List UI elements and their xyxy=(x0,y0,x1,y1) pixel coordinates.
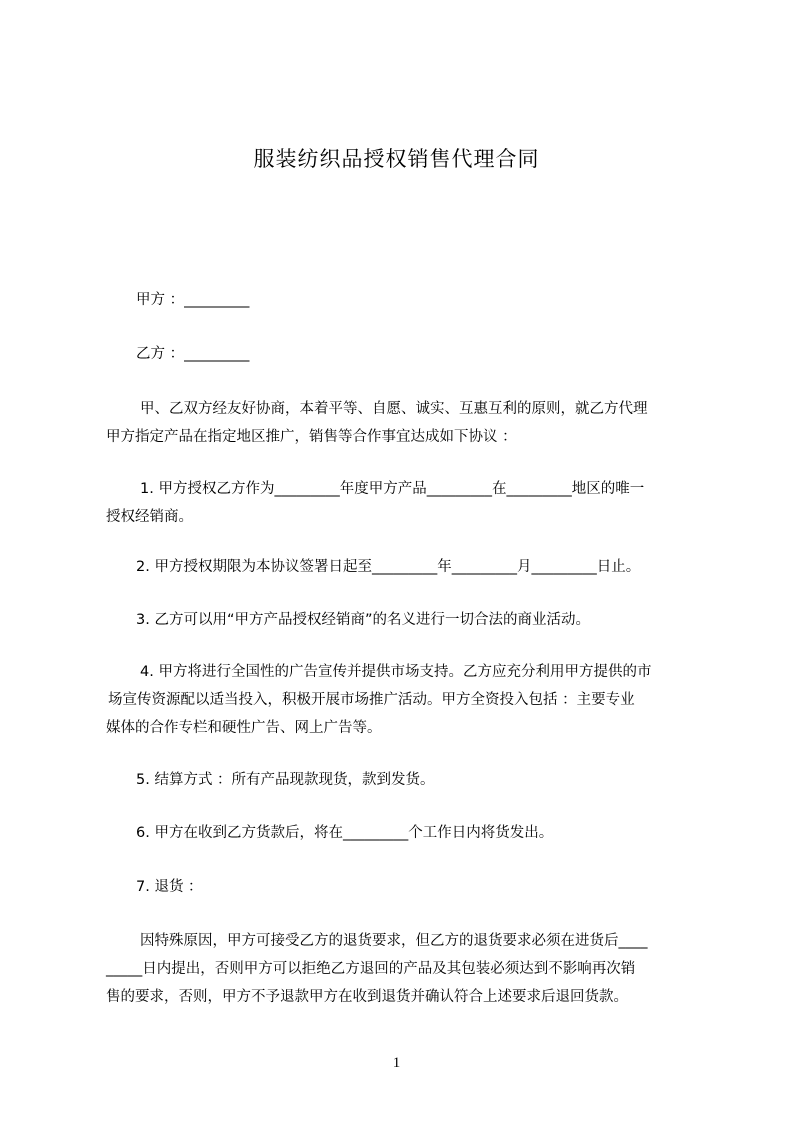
party-b-line: 乙方 ：_________ xyxy=(136,346,250,362)
clause-5: 5. 结算方式 ：所有产品现款现货，款到发货。 xyxy=(136,772,435,788)
clause-4-line-2: 场宣传资源配以适当投入，积极开展市场推广活动。甲方全资投入包括 ：主要专业 xyxy=(108,692,635,708)
intro-paragraph xyxy=(106,395,648,451)
clause-4-line-3: 媒体的合作专栏和硬性广告、网上广告等。 xyxy=(106,720,382,736)
clause-4 xyxy=(106,658,651,742)
document-title: 服装纺织品授权销售代理合同 xyxy=(253,147,540,171)
returns-paragraph xyxy=(106,927,648,1011)
clause-1-line-1: 1. 甲方授权乙方作为_________年度甲方产品_________在_________地区的唯一 xyxy=(140,481,645,497)
clause-6: 6. 甲方在收到乙方货款后，将在_________个工作日内将货发出。 xyxy=(136,825,554,841)
clause-1-line-2: 授权经销商。 xyxy=(106,509,193,525)
clause-3: 3. 乙方可以用“甲方产品授权经销商”的名义进行一切合法的商业活动。 xyxy=(136,612,590,628)
returns-line-1: 因特殊原因，甲方可接受乙方的退货要求，但乙方的退货要求必须在进货后____ xyxy=(140,933,648,949)
page-number: 1 xyxy=(392,1055,401,1071)
returns-line-3: 售的要求，否则，甲方不予退款甲方在收到退货并确认符合上述要求后退回货款。 xyxy=(106,989,628,1005)
intro-line-1: 甲、乙双方经友好协商，本着平等、自愿、诚实、互惠互利的原则，就乙方代理 xyxy=(140,401,648,417)
clause-1 xyxy=(106,475,644,531)
returns-line-2: _____日内提出，否则甲方可以拒绝乙方退回的产品及其包装必须达到不影响再次销 xyxy=(106,961,636,977)
clause-2: 2. 甲方授权期限为本协议签署日起至_________年_________月_________日止。 xyxy=(136,559,641,575)
clause-7-heading: 7. 退货 ： xyxy=(136,879,203,895)
intro-line-2: 甲方指定产品在指定地区推广，销售等合作事宜达成如下协议 ： xyxy=(106,429,517,445)
party-a-line: 甲方 ：_________ xyxy=(136,292,250,308)
clause-4-line-1: 4. 甲方将进行全国性的广告宣传并提供市场支持。乙方应充分利用甲方提供的市 xyxy=(140,664,652,680)
